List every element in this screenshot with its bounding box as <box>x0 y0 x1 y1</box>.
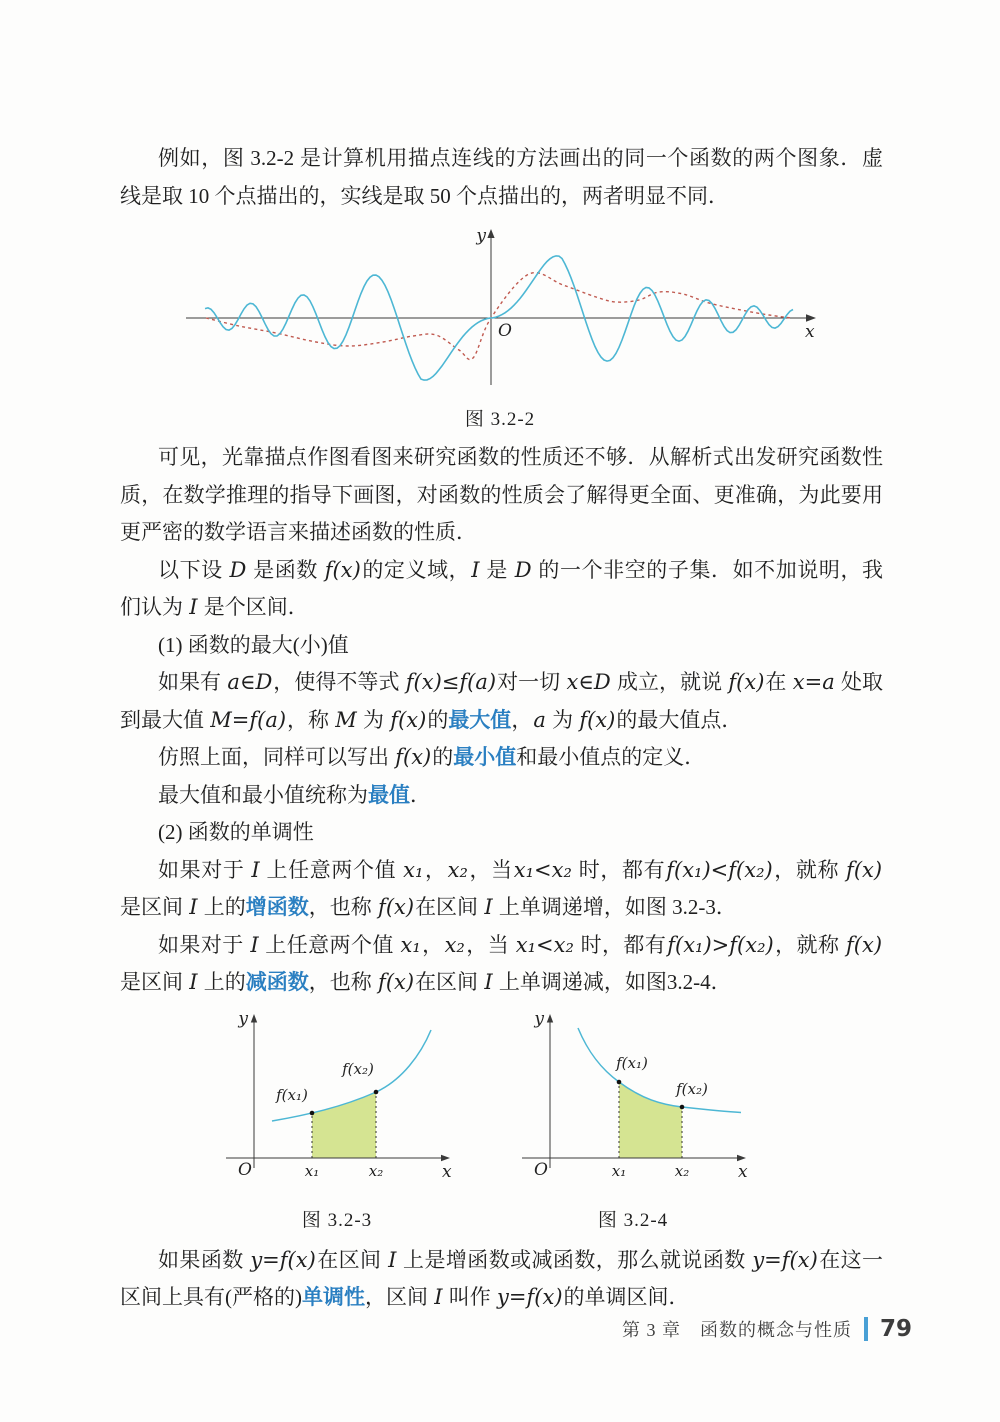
decreasing-curve <box>578 1028 741 1113</box>
paragraph-example-intro: 例如，图 3.2-2 是计算机用描点连线的方法画出的同一个函数的两个图象．虚线是取 10 个点描出的，实线是取 50 个点描出的，两者明显不同． <box>120 146 883 208</box>
footer-divider-bar <box>864 1317 868 1341</box>
point-fx1 <box>310 1110 315 1115</box>
paragraph-plotting-limits: 可见，光靠描点作图看图来研究函数的性质还不够．从解析式出发研究函数性质，在数学推理的指导下画图，对函数的性质会了解得更全面、更准确，为此要用更严密的数学语言来描述函数的性质． <box>120 445 883 544</box>
y-axis-label: y <box>534 1008 544 1029</box>
fx2-label: f(x₂) <box>676 1079 708 1098</box>
fx2-label: f(x₂) <box>342 1059 374 1078</box>
chapter-title: 第 3 章 函数的概念与性质 <box>621 1320 852 1340</box>
fig-3-2-3-svg <box>212 1008 462 1198</box>
y-axis-arrow <box>251 1014 257 1023</box>
point-fx2 <box>680 1104 685 1109</box>
shaded-region <box>619 1082 682 1158</box>
x-axis-label: x <box>738 1161 748 1182</box>
shaded-region <box>312 1092 376 1158</box>
y-axis-arrow <box>487 229 494 238</box>
x1-label: x₁ <box>611 1161 627 1180</box>
x1-label: x₁ <box>304 1161 320 1180</box>
x2-label: x₂ <box>674 1161 690 1180</box>
figure-3-2-2 <box>178 225 822 431</box>
paragraph-increasing-definition: 如果对于 I 上任意两个值 x₁，x₂，当x₁<x₂ 时，都有f(x₁)<f(x₂)，就称 f(x)是区间 I 上的增函数，也称 f(x)在区间 I 上单调递增，如图 3.2-3． <box>120 857 883 919</box>
fig-3-2-4-caption: 图 3.2-4 <box>597 1209 669 1231</box>
paragraph-extreme-value: 最大值和最小值统称为最值． <box>158 782 431 807</box>
x-axis-label: x <box>805 322 815 342</box>
paragraph-min-value-definition: 仿照上面，同样可以写出 f(x)的最小值和最小值点的定义． <box>158 745 706 769</box>
x2-label: x₂ <box>368 1161 384 1180</box>
x-axis-arrow <box>737 1154 746 1160</box>
heading-max-min-value: (1) 函数的最大(小)值 <box>158 632 349 657</box>
fig-3-2-3-caption: 图 3.2-3 <box>301 1209 373 1231</box>
x-axis-label: x <box>442 1161 452 1182</box>
point-fx2 <box>374 1089 379 1094</box>
page-footer <box>0 1316 912 1342</box>
paragraph-monotonicity-summary: 如果函数 y=f(x)在区间 I 上是增函数或减函数，那么就说函数 y=f(x)在这一区间上具有(严格的)单调性，区间 I 叫作 y=f(x)的单调区间． <box>120 1247 884 1309</box>
fx1-label: f(x₁) <box>616 1053 648 1072</box>
heading-monotonicity: (2) 函数的单调性 <box>158 820 314 844</box>
paragraph-decreasing-definition: 如果对于 I 上任意两个值 x₁，x₂，当 x₁<x₂ 时，都有f(x₁)>f(x₂)，就称 f(x)是区间 I 上的减函数，也称 f(x)在区间 I 上单调递减，如图3.2-4． <box>120 932 883 994</box>
origin-label: O <box>498 321 512 341</box>
origin-label: O <box>238 1159 252 1180</box>
fig-3-2-2-caption: 图 3.2-2 <box>464 409 536 430</box>
y-axis-label: y <box>238 1008 248 1029</box>
fx1-label: f(x₁) <box>276 1085 308 1104</box>
point-fx1 <box>617 1079 622 1084</box>
origin-label: O <box>534 1159 548 1180</box>
paragraph-domain-setup: 以下设 D 是函数 f(x)的定义域，I 是 D 的一个非空的子集．如不加说明，我们认为 I 是个区间． <box>120 557 884 619</box>
paragraph-max-value-definition: 如果有 a∈D，使得不等式 f(x)≤f(a)对一切 x∈D 成立，就说 f(x)在 x=a 处取到最大值 M=f(a)，称 M 为 f(x)的最大值，a 为 f(x)的最大值点． <box>120 670 884 732</box>
fig-3-2-2-svg <box>178 225 822 397</box>
text-column <box>120 140 883 1317</box>
figure-3-2-3 <box>212 1008 462 1232</box>
x-axis-arrow <box>806 314 816 322</box>
figure-3-2-4 <box>508 1008 758 1232</box>
x-axis-arrow <box>441 1154 450 1160</box>
figures-row <box>212 1008 883 1232</box>
y-axis-arrow <box>547 1014 553 1023</box>
page-number: 79 <box>879 1316 912 1342</box>
y-axis-label: y <box>476 226 486 246</box>
fig-3-2-4-svg <box>508 1008 758 1198</box>
